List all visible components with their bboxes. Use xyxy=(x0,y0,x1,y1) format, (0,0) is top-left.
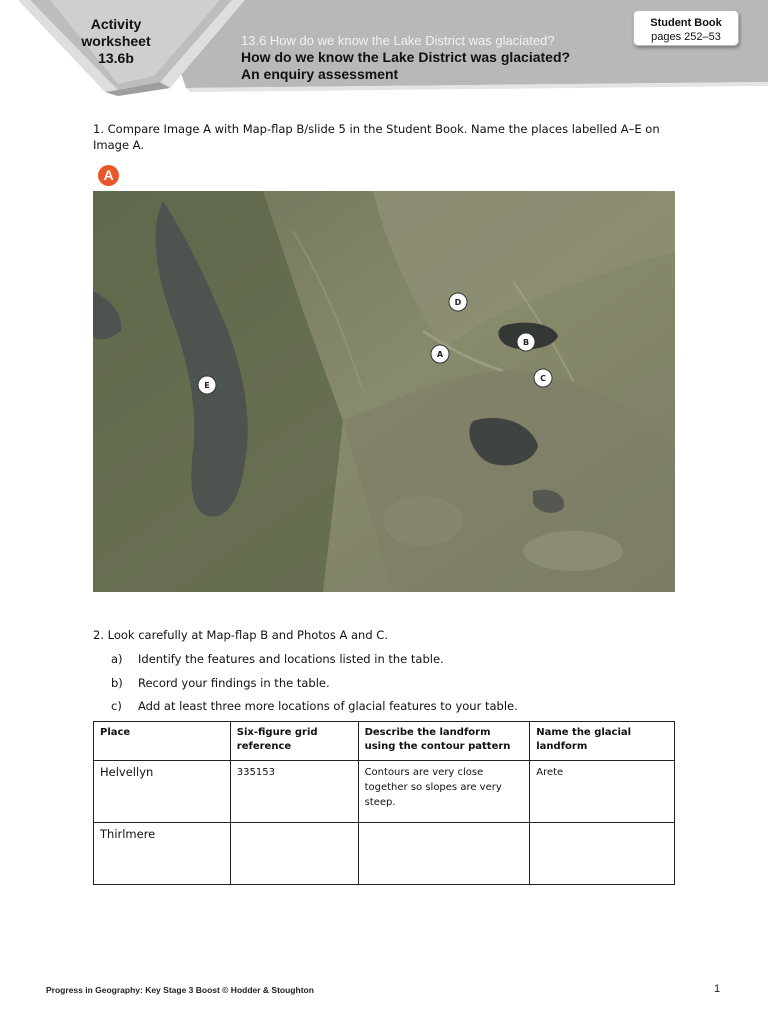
column-header-glacial-landform: Name the glacial landform xyxy=(530,722,675,761)
question-2-item xyxy=(111,652,444,666)
corner-title-line: 13.6b xyxy=(98,50,134,66)
column-header-contour-description: Describe the landform using the contour pattern xyxy=(358,722,530,761)
question-1-text: 1. Compare Image A with Map-flap B/slide 5 in the Student Book. Name the places labelled A–E on Image A. xyxy=(93,122,660,152)
table-cell[interactable]: Thirlmere xyxy=(94,823,231,885)
table-cell[interactable]: Contours are very close together so slopes are very steep. xyxy=(358,761,530,823)
page-title: How do we know the Lake District was glaciated? xyxy=(241,49,571,65)
activity-worksheet-label xyxy=(64,16,168,67)
column-header-place: Place xyxy=(94,722,231,761)
student-book-label: Student Book xyxy=(650,17,722,29)
corner-title-line: worksheet xyxy=(81,33,151,49)
question-2-text: 2. Look carefully at Map-flap B and Photos A and C. xyxy=(93,628,388,642)
question-2-item xyxy=(111,699,518,713)
item-letter: b) xyxy=(111,676,123,690)
page-subtitle: An enquiry assessment xyxy=(241,66,399,82)
table-row xyxy=(94,823,675,885)
pin-d xyxy=(449,293,467,311)
table-cell[interactable] xyxy=(358,823,530,885)
student-book-pages: pages 252–53 xyxy=(651,31,721,43)
item-letter: a) xyxy=(111,652,123,666)
pin-c xyxy=(534,369,552,387)
footer-copyright: Progress in Geography: Key Stage 3 Boost © Hodder & Stoughton xyxy=(46,985,314,995)
corner-title-line: Activity xyxy=(90,16,142,32)
table-cell[interactable]: Arete xyxy=(530,761,675,823)
question-2-item xyxy=(111,676,330,690)
pin-e xyxy=(198,376,216,394)
table-cell[interactable] xyxy=(530,823,675,885)
item-text: Identify the features and locations listed in the table. xyxy=(138,652,444,666)
image-a-badge: A xyxy=(98,165,119,186)
aerial-photo-image-a xyxy=(93,191,675,592)
chapter-line: 13.6 How do we know the Lake District was glaciated? xyxy=(241,33,555,48)
table-row xyxy=(94,761,675,823)
pin-a xyxy=(431,345,449,363)
pin-b-label: B xyxy=(522,338,530,347)
pin-d-label: D xyxy=(454,298,462,307)
pin-a-label: A xyxy=(436,350,444,359)
table-cell[interactable] xyxy=(230,823,358,885)
item-letter: c) xyxy=(111,699,122,713)
column-header-grid-reference: Six-figure grid reference xyxy=(230,722,358,761)
pin-c-label: C xyxy=(540,374,546,383)
page-number: 1 xyxy=(714,983,721,995)
table-cell[interactable]: Helvellyn xyxy=(94,761,231,823)
table-header-row xyxy=(94,722,675,761)
pin-e-label: E xyxy=(204,381,210,390)
item-text: Add at least three more locations of glacial features to your table. xyxy=(138,699,518,713)
table-cell[interactable]: 335153 xyxy=(230,761,358,823)
pin-b xyxy=(517,333,535,351)
findings-table xyxy=(93,721,675,885)
student-book-reference xyxy=(633,10,739,46)
item-text: Record your findings in the table. xyxy=(138,676,330,690)
